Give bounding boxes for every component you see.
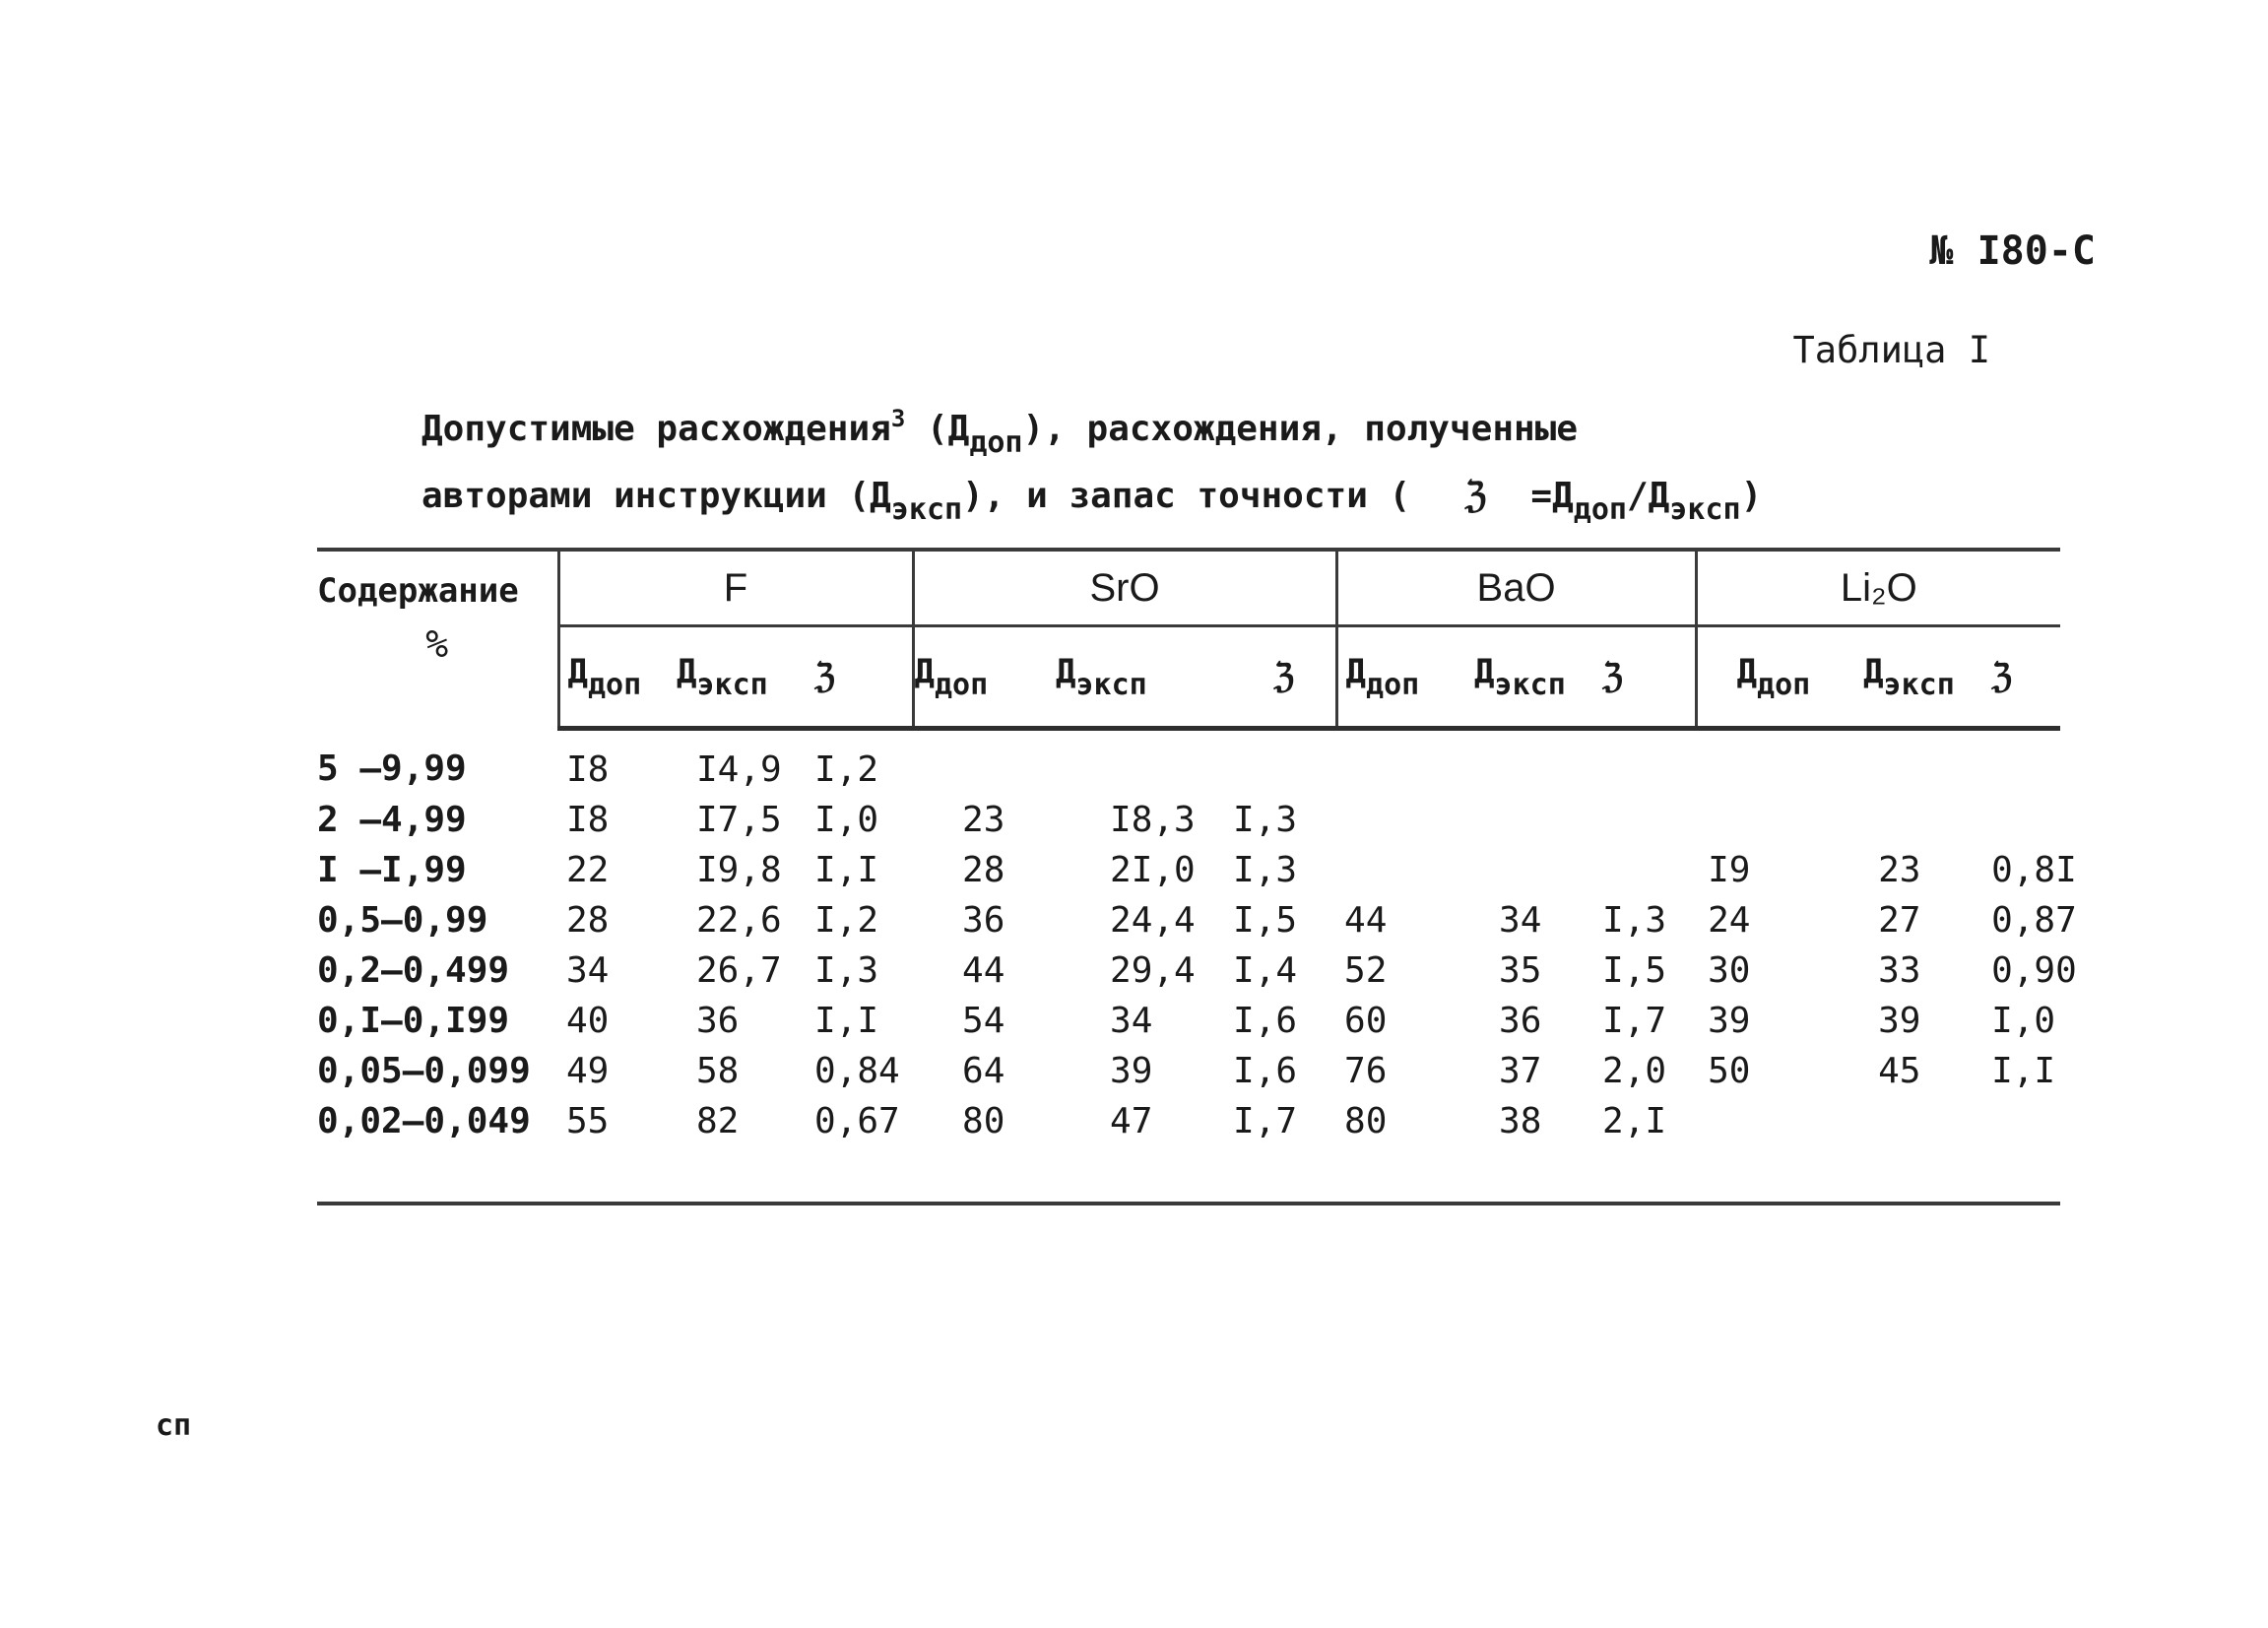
sro-ratio: I,3 xyxy=(1233,800,1298,840)
f-dop: 22 xyxy=(566,850,610,890)
table-row xyxy=(317,996,2060,1046)
sro-ratio: I,3 xyxy=(1233,850,1298,890)
sro-dop: 64 xyxy=(962,1051,1005,1091)
bao-eksp: 35 xyxy=(1499,950,1542,991)
document-number: № I80-С xyxy=(1929,228,2096,274)
bao-eksp: 37 xyxy=(1499,1051,1542,1091)
f-eksp: 58 xyxy=(696,1051,740,1091)
sro-eksp: 24,4 xyxy=(1110,900,1196,941)
li2o-dop: I9 xyxy=(1708,850,1751,890)
li2o-ratio: 0,90 xyxy=(1991,950,2077,991)
bao-dop: 60 xyxy=(1344,1001,1388,1041)
caption-text: =Д xyxy=(1530,476,1574,516)
caption-text: авторами инструкции (Д xyxy=(421,476,891,516)
f-dop: 49 xyxy=(566,1051,610,1091)
li2o-eksp xyxy=(1863,795,1991,845)
content-label: Содержание xyxy=(317,571,519,611)
sro-eksp: 47 xyxy=(1110,1101,1153,1141)
bao-eksp: 38 xyxy=(1499,1101,1542,1141)
element-header-bao: BaO xyxy=(1336,550,1696,626)
percent-unit: % xyxy=(425,622,449,666)
f-dop: I8 xyxy=(566,749,610,790)
li2o-eksp: 23 xyxy=(1878,850,1921,890)
element-header-f: F xyxy=(558,550,913,626)
sro-ratio: I,7 xyxy=(1233,1101,1298,1141)
f-ratio: I,0 xyxy=(814,800,879,840)
li2o-ratio xyxy=(1991,795,2060,845)
f-dop: I8 xyxy=(566,800,610,840)
subheader-dop: $Д_{доп}$ xyxy=(1336,626,1474,729)
bao-ratio xyxy=(1602,729,1696,796)
sro-eksp: 29,4 xyxy=(1110,950,1196,991)
sro-eksp: 39 xyxy=(1110,1051,1153,1091)
li2o-eksp xyxy=(1863,729,1991,796)
caption-text: Допустимые расхождения xyxy=(421,409,891,449)
discrepancy-table xyxy=(317,548,2077,1205)
li2o-dop xyxy=(1696,729,1863,796)
sro-dop: 44 xyxy=(962,950,1005,991)
sro-eksp: I8,3 xyxy=(1110,800,1196,840)
table-label: Таблица I xyxy=(1792,329,1990,371)
caption-subscript: доп xyxy=(1573,492,1627,527)
caption-footnote-mark: 3 xyxy=(890,405,906,432)
content-range: 0,2–0,499 xyxy=(317,950,510,991)
li2o-eksp: 33 xyxy=(1878,950,1921,991)
sro-eksp: 34 xyxy=(1110,1001,1153,1041)
f-eksp: I7,5 xyxy=(696,800,782,840)
subheader-ratio: ℨ xyxy=(1233,626,1336,729)
table-row xyxy=(317,795,2060,845)
table-row xyxy=(317,729,2060,796)
f-eksp: 36 xyxy=(696,1001,740,1041)
table-row xyxy=(317,845,2060,895)
li2o-dop: 30 xyxy=(1708,950,1751,991)
bao-dop: 44 xyxy=(1344,900,1388,941)
caption-subscript: эксп xyxy=(1669,492,1741,527)
f-ratio: I,3 xyxy=(814,950,879,991)
bao-ratio: 2,I xyxy=(1602,1101,1667,1141)
table-row xyxy=(317,1096,2060,1146)
f-dop: 34 xyxy=(566,950,610,991)
li2o-ratio: I,0 xyxy=(1991,1001,2056,1041)
li2o-dop xyxy=(1696,795,1863,845)
caption-line-2 xyxy=(421,470,1879,537)
subheader-dop: $Д_{доп}$ xyxy=(1696,626,1863,729)
content-range: 0,I–0,I99 xyxy=(317,1001,510,1041)
bao-eksp xyxy=(1474,729,1602,796)
li2o-ratio xyxy=(1991,729,2060,796)
bao-eksp: 36 xyxy=(1499,1001,1542,1041)
f-eksp: 82 xyxy=(696,1101,740,1141)
caption-subscript: доп xyxy=(969,425,1023,460)
sro-ratio: I,6 xyxy=(1233,1051,1298,1091)
sro-dop: 23 xyxy=(962,800,1005,840)
li2o-eksp xyxy=(1863,1096,1991,1146)
caption-line-1 xyxy=(421,392,1879,470)
li2o-ratio xyxy=(1991,1096,2060,1146)
content-range: 5 –9,99 xyxy=(317,748,467,789)
sro-eksp xyxy=(1056,729,1233,796)
f-eksp: I4,9 xyxy=(696,749,782,790)
bao-ratio xyxy=(1602,845,1696,895)
f-ratio: I,2 xyxy=(814,900,879,941)
li2o-ratio: I,I xyxy=(1991,1051,2056,1091)
f-ratio: 0,67 xyxy=(814,1101,900,1141)
table-row xyxy=(317,945,2060,996)
sro-ratio: I,5 xyxy=(1233,900,1298,941)
bao-ratio: I,7 xyxy=(1602,1001,1667,1041)
sro-dop: 80 xyxy=(962,1101,1005,1141)
sro-ratio xyxy=(1233,729,1336,796)
footer-mark: сп xyxy=(156,1408,192,1443)
bao-dop: 76 xyxy=(1344,1051,1388,1091)
caption-text: (Д xyxy=(905,409,970,449)
f-eksp: I9,8 xyxy=(696,850,782,890)
bao-dop xyxy=(1336,795,1474,845)
subheader-ratio: ℨ xyxy=(814,626,913,729)
caption-text: ), расхождения, полученные xyxy=(1022,409,1579,449)
element-header-li2o: Li₂O xyxy=(1696,550,2060,626)
li2o-eksp: 39 xyxy=(1878,1001,1921,1041)
sro-eksp: 2I,0 xyxy=(1110,850,1196,890)
caption-subscript: эксп xyxy=(890,492,963,527)
table-bottom-rule xyxy=(317,1146,2060,1204)
li2o-dop: 24 xyxy=(1708,900,1751,941)
subheader-eksp: $Д_{эксп}$ xyxy=(1474,626,1602,729)
content-range: 0,5–0,99 xyxy=(317,900,488,941)
subheader-ratio: ℨ xyxy=(1602,626,1696,729)
f-ratio: I,2 xyxy=(814,749,879,790)
li2o-dop: 39 xyxy=(1708,1001,1751,1041)
bao-ratio: 2,0 xyxy=(1602,1051,1667,1091)
sro-dop: 28 xyxy=(962,850,1005,890)
f-ratio: 0,84 xyxy=(814,1051,900,1091)
f-dop: 40 xyxy=(566,1001,610,1041)
caption-text: ), и запас точности ( xyxy=(962,476,1411,516)
subheader-dop: $Д_{доп}$ xyxy=(913,626,1056,729)
sro-dop xyxy=(913,729,1056,796)
sro-ratio: I,6 xyxy=(1233,1001,1298,1041)
content-column-header xyxy=(317,550,558,729)
subheader-eksp: $Д_{эксп}$ xyxy=(1863,626,1991,729)
li2o-dop: 50 xyxy=(1708,1051,1751,1091)
caption-text: ) xyxy=(1740,476,1763,516)
li2o-eksp: 45 xyxy=(1878,1051,1921,1091)
sro-dop: 54 xyxy=(962,1001,1005,1041)
bao-dop xyxy=(1336,729,1474,796)
bao-ratio: I,5 xyxy=(1602,950,1667,991)
table-caption xyxy=(421,392,1879,537)
ratio-symbol: ℨ xyxy=(1464,476,1487,516)
bao-eksp xyxy=(1474,795,1602,845)
element-header-sro: SrO xyxy=(913,550,1336,626)
bao-dop: 80 xyxy=(1344,1101,1388,1141)
caption-text: /Д xyxy=(1626,476,1670,516)
sro-dop: 36 xyxy=(962,900,1005,941)
bao-ratio xyxy=(1602,795,1696,845)
li2o-eksp: 27 xyxy=(1878,900,1921,941)
bao-dop xyxy=(1336,845,1474,895)
content-range: 2 –4,99 xyxy=(317,800,467,840)
f-eksp: 22,6 xyxy=(696,900,782,941)
subheader-ratio: ℨ xyxy=(1991,626,2060,729)
f-eksp: 26,7 xyxy=(696,950,782,991)
f-dop: 28 xyxy=(566,900,610,941)
subheader-eksp: $Д_{эксп}$ xyxy=(1056,626,1233,729)
table-row xyxy=(317,895,2060,945)
li2o-dop xyxy=(1696,1096,1863,1146)
bao-eksp: 34 xyxy=(1499,900,1542,941)
f-dop: 55 xyxy=(566,1101,610,1141)
sro-ratio: I,4 xyxy=(1233,950,1298,991)
subheader-row xyxy=(317,626,2060,729)
content-range: I –I,99 xyxy=(317,850,467,890)
subheader-dop: $Д_{доп}$ xyxy=(558,626,677,729)
bao-ratio: I,3 xyxy=(1602,900,1667,941)
bao-eksp xyxy=(1474,845,1602,895)
li2o-ratio: 0,8I xyxy=(1991,850,2077,890)
li2o-ratio: 0,87 xyxy=(1991,900,2077,941)
bao-dop: 52 xyxy=(1344,950,1388,991)
f-ratio: I,I xyxy=(814,850,879,890)
content-range: 0,02–0,049 xyxy=(317,1101,531,1141)
table-row xyxy=(317,1046,2060,1096)
subheader-eksp: $Д_{эксп}$ xyxy=(677,626,814,729)
f-ratio: I,I xyxy=(814,1001,879,1041)
content-range: 0,05–0,099 xyxy=(317,1051,531,1091)
